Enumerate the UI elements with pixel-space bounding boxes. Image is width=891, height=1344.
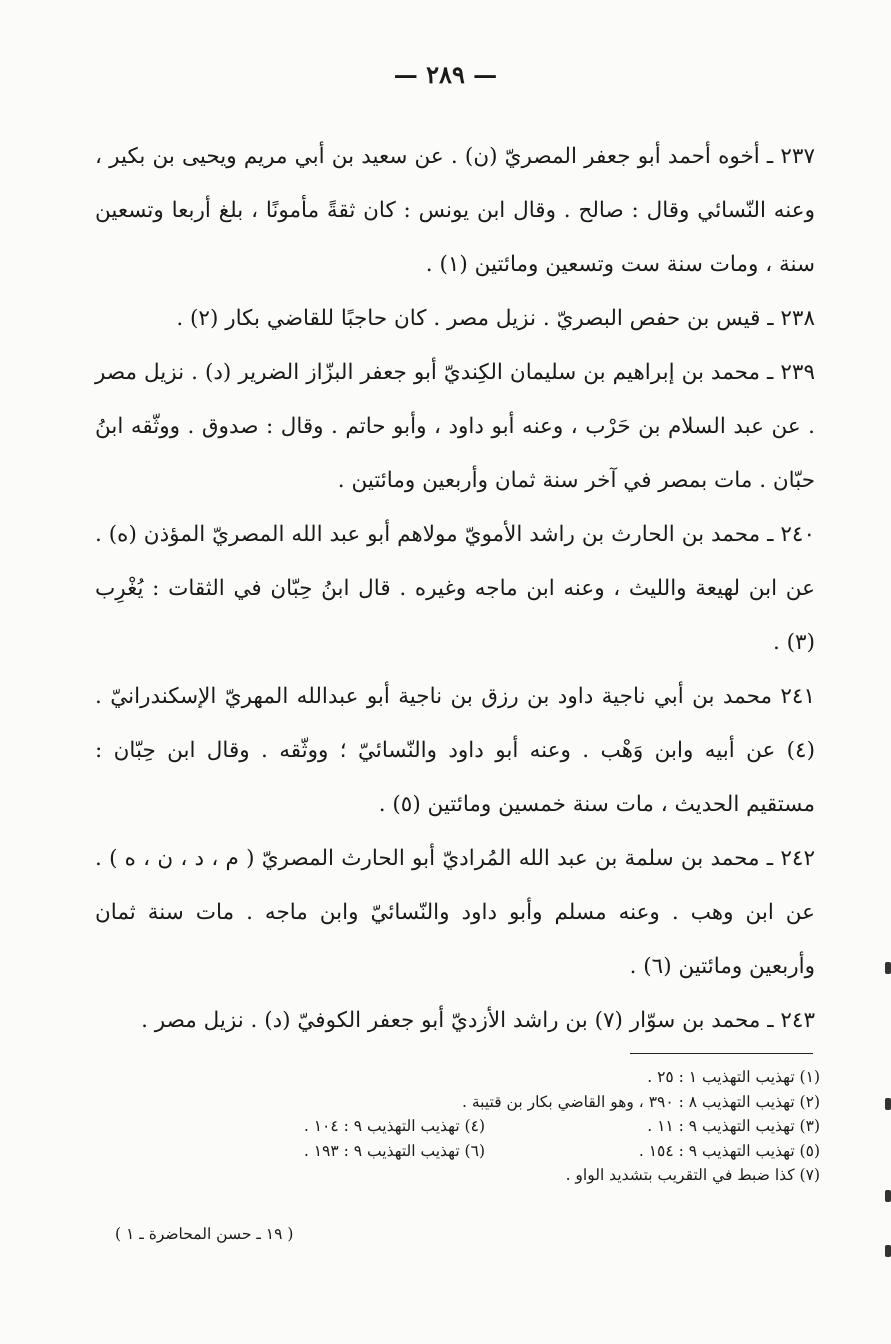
scan-edge-mark xyxy=(885,1190,891,1202)
entry-240: ٢٤٠ ـ محمد بن الحارث بن راشد الأمويّ مولاهم أبو عبد الله المصريّ المؤذن (ه) . عن ابن لهيعة والليث ، وعنه ابن ماجه وغيره . قال ابنُ حِبّان في الثقات : يُغْرِب (٣) . xyxy=(95,522,815,655)
footnote-6: (٦) تهذيب التهذيب ٩ : ١٩٣ . xyxy=(303,1141,485,1160)
footnote-1: (١) تهذيب التهذيب ١ : ٢٥ . xyxy=(647,1068,820,1086)
page-number: — ٢٨٩ — xyxy=(393,60,498,89)
footnote-row xyxy=(150,1065,820,1090)
entry-239: ٢٣٩ ـ محمد بن إبراهيم بن سليمان الكِنديّ أبو جعفر البزّاز الضرير (د) . نزيل مصر . عن عبد السلام بن حَرْب ، وعنه أبو داود ، وأبو حاتم . وقال : صدوق . ووثّقه ابنُ حبّان . مات بمصر في آخر سنة ثمان وأربعين ومائتين . xyxy=(95,360,815,493)
footnote-2: (٢) تهذيب التهذيب ٨ : ٣٩٠ ، وهو القاضي بكار بن قتيبة . xyxy=(462,1092,820,1111)
entry-243: ٢٤٣ ـ محمد بن سوّار (٧) بن راشد الأزديّ أبو جعفر الكوفيّ (د) . نزيل مصر . xyxy=(141,1008,815,1033)
scan-edge-mark xyxy=(885,1245,891,1257)
footnote-4: (٤) تهذيب التهذيب ٩ : ١٠٤ . xyxy=(303,1117,485,1135)
scan-edge-mark xyxy=(885,962,891,974)
signature-mark: ( ١٩ ـ حسن المحاضرة ـ ١ ) xyxy=(115,1225,294,1243)
footnote-row xyxy=(150,1114,820,1139)
main-text xyxy=(95,130,815,1048)
entry-238: ٢٣٨ ـ قيس بن حفص البصريّ . نزيل مصر . كان حاجبًا للقاضي بكار (٢) . xyxy=(176,306,815,331)
footnote-row xyxy=(150,1090,820,1115)
footnote-5: (٥) تهذيب التهذيب ٩ : ١٥٤ . xyxy=(638,1141,820,1160)
footnote-3: (٣) تهذيب التهذيب ٩ : ١١ . xyxy=(647,1117,820,1135)
footnote-7: (٧) كذا ضبط في التقريب بتشديد الواو . xyxy=(565,1166,820,1184)
footnote-divider xyxy=(630,1053,813,1054)
entry-241: ٢٤١ محمد بن أبي ناجية داود بن رزق بن ناجية أبو عبدالله المهريّ الإسكندرانيّ . (٤) عن أبيه وابن وَهْب . وعنه أبو داود والنّسائيّ ؛ ووثّقه . وقال ابن حِبّان : مستقيم الحديث ، مات سنة خمسين ومائتين (٥) . xyxy=(95,684,815,817)
footnotes xyxy=(150,1065,820,1188)
entry-237: ٢٣٧ ـ أخوه أحمد أبو جعفر المصريّ (ن) . عن سعيد بن أبي مريم ويحيى بن بكير ، وعنه النّسائي وقال : صالح . وقال ابن يونس : كان ثقةً مأمونًا ، بلغ أربعا وتسعين سنة ، ومات سنة ست وتسعين ومائتين (١) . xyxy=(95,144,815,277)
entry-242: ٢٤٢ ـ محمد بن سلمة بن عبد الله المُراديّ أبو الحارث المصريّ ( م ، د ، ن ، ه ) . عن ابن وهب . وعنه مسلم وأبو داود والنّسائيّ وابن ماجه . مات سنة ثمان وأربعين ومائتين (٦) . xyxy=(95,846,815,979)
scan-edge-mark xyxy=(885,1098,891,1110)
footnote-row xyxy=(150,1163,820,1188)
footnote-row xyxy=(150,1139,820,1164)
